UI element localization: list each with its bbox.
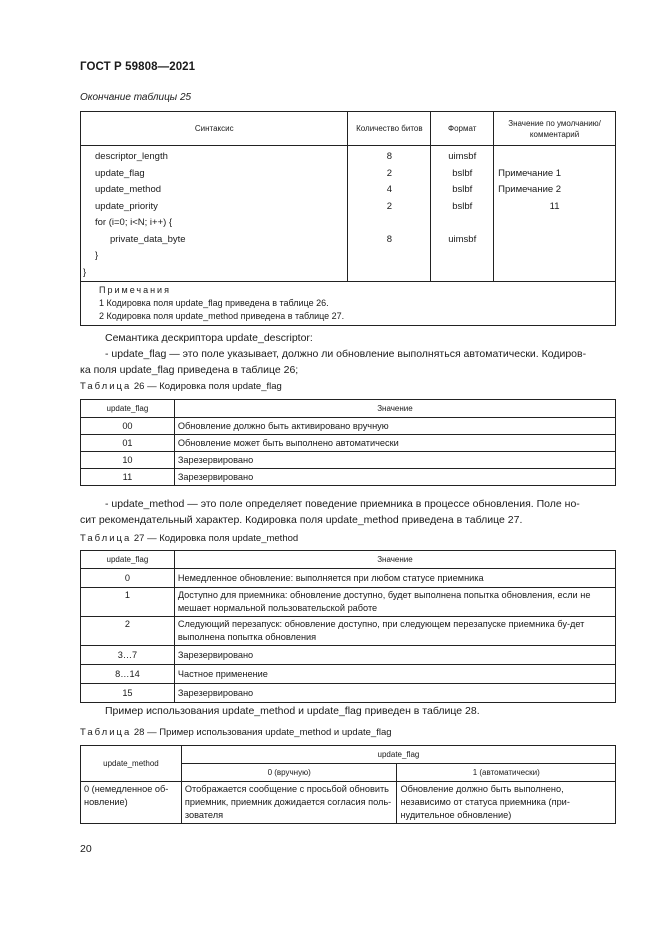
syntax-line: update_priority (95, 200, 158, 212)
comment-value (494, 149, 615, 166)
table-26 (80, 399, 616, 486)
format-value: bslbf (452, 167, 473, 179)
note-item: 1 Кодировка поля update_flag приведена в таблице 26. (99, 298, 329, 308)
value-cell: Зарезервировано (174, 469, 615, 486)
paragraph-line: - update_method — это поле определяет поведение приемника в процессе обновления. Поле но- (105, 498, 580, 510)
col-header-bits: Количество битов (348, 112, 431, 146)
table-row (81, 646, 616, 665)
manual-cell: Отображается сообщение с просьбой обновить приемник, приемник дожидается согласия поль-зователя (181, 782, 397, 824)
caption-text: 28 — Пример использования update_method и update_flag (133, 727, 392, 738)
paragraph-2 (80, 496, 616, 528)
syntax-line: update_method (95, 184, 162, 195)
paragraph-line: - update_flag — это поле указывает, должно ли обновление выполняться автоматически. Кодиров- (105, 348, 587, 360)
code-cell: 0 (81, 569, 175, 588)
value-cell: Зарезервировано (174, 646, 615, 665)
comment-value: Примечание 2 (498, 184, 562, 195)
table-25 (80, 111, 616, 326)
code-cell: 1 (81, 588, 175, 617)
bits-value (348, 215, 430, 232)
paragraph-3: Пример использования update_method и update_flag приведен в таблице 28. (105, 705, 480, 717)
col-header-syntax: Синтаксис (81, 112, 348, 146)
format-value (431, 215, 493, 232)
value-cell: Частное применение (174, 665, 615, 684)
page-number: 20 (80, 843, 92, 855)
format-value: uimsbf (448, 151, 477, 162)
table27-caption (80, 533, 298, 544)
value-cell: Зарезервировано (174, 684, 615, 703)
table26-caption (80, 381, 282, 392)
bits-value: 2 (386, 200, 393, 212)
auto-cell: Обновление должно быть выполнено, независимо от статуса приемника (при-нудительное обновление) (397, 782, 616, 824)
syntax-line: } (95, 250, 99, 261)
syntax-line: private_data_byte (110, 233, 186, 245)
paragraph-line: Семантика дескриптора update_descriptor: (105, 332, 313, 344)
col-header-update-flag: update_flag (81, 551, 175, 569)
table-28 (80, 745, 616, 824)
comment-column (494, 146, 616, 282)
code-cell: 3…7 (81, 646, 175, 665)
syntax-line: for (i=0; i<N; i++) { (95, 217, 173, 228)
comment-value: Примечание 1 (498, 167, 562, 179)
table-row (81, 452, 616, 469)
bits-value: 4 (386, 184, 393, 195)
code-cell: 01 (81, 435, 175, 452)
col-header-update-flag: update_flag (181, 746, 615, 764)
code-cell: 2 (81, 617, 175, 646)
syntax-line: update_flag (95, 167, 145, 179)
col-header-flag-auto: 1 (автоматически) (397, 764, 616, 782)
syntax-column (81, 146, 348, 282)
paragraph-line: ка поля update_flag приведена в таблице 26; (80, 364, 299, 376)
format-column (431, 146, 494, 282)
col-header-value: Значение (174, 400, 615, 418)
caption-prefix: Таблица (80, 727, 132, 738)
value-cell: Обновление должно быть активировано вручную (174, 418, 615, 435)
table28-caption (80, 727, 392, 738)
comment-value: 11 (549, 200, 560, 212)
table-row (81, 469, 616, 486)
col-header-format: Формат (431, 112, 494, 146)
format-value: bslbf (452, 184, 473, 195)
value-cell: Обновление может быть выполнено автоматически (174, 435, 615, 452)
caption-text: 27 — Кодировка поля update_method (133, 533, 299, 544)
value-cell: Следующий перезапуск: обновление доступно, при следующем перезапуске приемника бу-дет выполнена попытка обновления (174, 617, 615, 646)
method-cell: 0 (немедленное об-новление) (81, 782, 182, 824)
format-value: uimsbf (448, 233, 477, 245)
bits-value: 8 (386, 233, 393, 245)
col-header-update-flag: update_flag (81, 400, 175, 418)
caption-text: 26 — Кодировка поля update_flag (133, 381, 282, 392)
format-value: bslbf (452, 200, 473, 212)
note-item: 2 Кодировка поля update_method приведена в таблице 27. (99, 311, 345, 321)
col-header-comment: Значение по умолчанию/ комментарий (494, 112, 616, 146)
value-cell: Немедленное обновление: выполняется при любом статусе приемника (174, 569, 615, 588)
table-row (81, 435, 616, 452)
code-cell: 11 (81, 469, 175, 486)
table-row (81, 569, 616, 588)
table-row (81, 665, 616, 684)
code-cell: 15 (81, 684, 175, 703)
paragraph-1 (80, 330, 616, 378)
code-cell: 10 (81, 452, 175, 469)
table25-notes (81, 282, 616, 326)
paragraph-line: сит рекомендательный характер. Кодировка поля update_method приведена в таблице 27. (80, 514, 523, 526)
table-row (81, 684, 616, 703)
syntax-line: descriptor_length (95, 151, 168, 162)
table-row (81, 588, 616, 617)
value-cell: Зарезервировано (174, 452, 615, 469)
col-header-flag-manual: 0 (вручную) (181, 764, 397, 782)
code-cell: 8…14 (81, 665, 175, 684)
value-cell: Доступно для приемника: обновление доступно, будет выполнена попытка обновления, если не мешает нормальной пользовательской работе (174, 588, 615, 617)
notes-title: Примечания (99, 285, 171, 295)
caption-prefix: Таблица (80, 533, 132, 544)
bits-value: 2 (386, 167, 393, 179)
col-header-update-method: update_method (81, 746, 182, 782)
document-header: ГОСТ Р 59808—2021 (80, 61, 196, 73)
caption-prefix: Таблица (80, 381, 132, 392)
bits-value: 8 (386, 151, 393, 162)
col-header-value: Значение (174, 551, 615, 569)
code-cell: 00 (81, 418, 175, 435)
table-row (81, 617, 616, 646)
syntax-line: } (83, 266, 87, 278)
table-27 (80, 550, 616, 703)
table-row (81, 782, 616, 824)
bits-column (348, 146, 431, 282)
table25-caption: Окончание таблицы 25 (80, 92, 192, 103)
table-row (81, 418, 616, 435)
